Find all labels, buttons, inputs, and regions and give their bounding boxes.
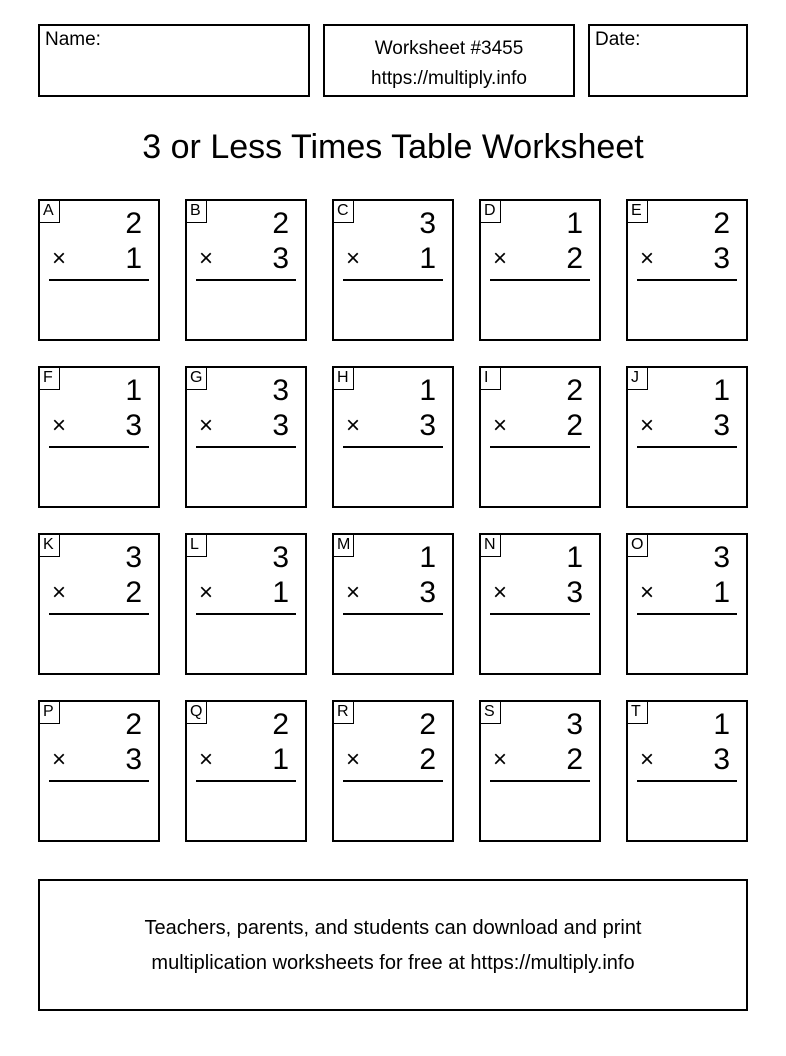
answer-line	[49, 613, 149, 615]
multiply-sign: ×	[493, 412, 508, 439]
page-title: 3 or Less Times Table Worksheet	[142, 128, 644, 166]
problem-bottom-number: 1	[272, 743, 289, 776]
answer-line	[49, 446, 149, 448]
answer-line	[196, 279, 296, 281]
problem-letter: H	[334, 368, 354, 390]
problem-top-number: 2	[125, 708, 142, 741]
problem-bottom-number: 2	[566, 242, 583, 275]
problem-card	[479, 533, 601, 675]
problem-top-number: 2	[566, 374, 583, 407]
problem-top-number: 1	[566, 541, 583, 574]
problem-bottom-number: 1	[125, 242, 142, 275]
footer-line-1: Teachers, parents, and students can download and print	[144, 917, 642, 939]
multiply-sign: ×	[640, 412, 655, 439]
problem-bottom-number: 3	[713, 743, 730, 776]
answer-line	[343, 613, 443, 615]
answer-line	[196, 780, 296, 782]
problem-top-number: 3	[125, 541, 142, 574]
multiply-sign: ×	[52, 746, 67, 773]
worksheet-number: Worksheet #3455	[374, 38, 524, 59]
problem-top-number: 3	[566, 708, 583, 741]
problem-top-number: 2	[713, 207, 730, 240]
problem-top-number: 3	[272, 374, 289, 407]
problem-top-number: 1	[713, 374, 730, 407]
multiply-sign: ×	[346, 412, 361, 439]
problem-card	[626, 700, 748, 842]
problem-top-number: 2	[125, 207, 142, 240]
problem-bottom-number: 2	[566, 743, 583, 776]
multiply-sign: ×	[199, 412, 214, 439]
problem-letter: P	[40, 702, 60, 724]
answer-line	[196, 613, 296, 615]
problem-top-number: 3	[713, 541, 730, 574]
multiply-sign: ×	[346, 245, 361, 272]
problem-bottom-number: 3	[272, 242, 289, 275]
problem-letter: O	[628, 535, 648, 557]
problem-card	[185, 199, 307, 341]
multiply-sign: ×	[640, 746, 655, 773]
problem-card	[38, 199, 160, 341]
multiply-sign: ×	[493, 746, 508, 773]
problem-bottom-number: 2	[125, 576, 142, 609]
problem-top-number: 3	[272, 541, 289, 574]
problem-letter: B	[187, 201, 207, 223]
date-label: Date:	[595, 29, 641, 50]
answer-line	[637, 613, 737, 615]
problem-bottom-number: 1	[419, 242, 436, 275]
problem-card	[332, 199, 454, 341]
problem-bottom-number: 3	[566, 576, 583, 609]
multiply-sign: ×	[346, 746, 361, 773]
problem-card	[185, 533, 307, 675]
problem-top-number: 1	[566, 207, 583, 240]
answer-line	[49, 780, 149, 782]
answer-line	[490, 446, 590, 448]
problem-letter: D	[481, 201, 501, 223]
problem-card	[479, 366, 601, 508]
problem-card	[38, 533, 160, 675]
footer-line-2: multiplication worksheets for free at https://multiply.info	[151, 952, 635, 974]
answer-line	[343, 446, 443, 448]
multiply-sign: ×	[199, 579, 214, 606]
problem-letter: L	[187, 535, 207, 557]
problem-card	[479, 199, 601, 341]
problem-bottom-number: 3	[125, 409, 142, 442]
problem-letter: M	[334, 535, 354, 557]
problem-bottom-number: 3	[419, 409, 436, 442]
problem-card	[332, 700, 454, 842]
problem-top-number: 2	[272, 207, 289, 240]
problem-letter: C	[334, 201, 354, 223]
footer-box	[38, 879, 748, 1011]
problem-bottom-number: 1	[713, 576, 730, 609]
problem-bottom-number: 3	[272, 409, 289, 442]
problem-bottom-number: 1	[272, 576, 289, 609]
problem-letter: A	[40, 201, 60, 223]
multiply-sign: ×	[52, 245, 67, 272]
problem-letter: G	[187, 368, 207, 390]
problem-card	[38, 700, 160, 842]
multiply-sign: ×	[199, 245, 214, 272]
problem-top-number: 1	[419, 374, 436, 407]
multiply-sign: ×	[493, 579, 508, 606]
answer-line	[196, 446, 296, 448]
answer-line	[637, 446, 737, 448]
problem-letter: R	[334, 702, 354, 724]
problem-letter: T	[628, 702, 648, 724]
answer-line	[343, 780, 443, 782]
problem-bottom-number: 3	[125, 743, 142, 776]
worksheet-url: https://multiply.info	[371, 68, 527, 89]
answer-line	[490, 613, 590, 615]
problem-top-number: 1	[125, 374, 142, 407]
problem-letter: S	[481, 702, 501, 724]
multiply-sign: ×	[640, 579, 655, 606]
problem-card	[479, 700, 601, 842]
problem-letter: E	[628, 201, 648, 223]
problem-bottom-number: 3	[419, 576, 436, 609]
answer-line	[637, 279, 737, 281]
multiply-sign: ×	[346, 579, 361, 606]
multiply-sign: ×	[640, 245, 655, 272]
problem-top-number: 2	[272, 708, 289, 741]
problem-bottom-number: 3	[713, 409, 730, 442]
problem-card	[185, 700, 307, 842]
problem-letter: I	[481, 368, 501, 390]
answer-line	[343, 279, 443, 281]
problem-bottom-number: 2	[566, 409, 583, 442]
problem-bottom-number: 3	[713, 242, 730, 275]
problem-top-number: 1	[419, 541, 436, 574]
problem-card	[332, 366, 454, 508]
answer-line	[637, 780, 737, 782]
multiply-sign: ×	[52, 412, 67, 439]
problem-letter: Q	[187, 702, 207, 724]
problem-letter: F	[40, 368, 60, 390]
multiply-sign: ×	[493, 245, 508, 272]
answer-line	[49, 279, 149, 281]
multiply-sign: ×	[199, 746, 214, 773]
answer-line	[490, 780, 590, 782]
answer-line	[490, 279, 590, 281]
problem-card	[185, 366, 307, 508]
problem-card	[626, 199, 748, 341]
problem-top-number: 3	[419, 207, 436, 240]
problem-top-number: 2	[419, 708, 436, 741]
problem-card	[38, 366, 160, 508]
problem-letter: K	[40, 535, 60, 557]
multiply-sign: ×	[52, 579, 67, 606]
problem-card	[626, 533, 748, 675]
problem-top-number: 1	[713, 708, 730, 741]
problem-card	[626, 366, 748, 508]
problem-letter: J	[628, 368, 648, 390]
problem-letter: N	[481, 535, 501, 557]
problem-bottom-number: 2	[419, 743, 436, 776]
name-label: Name:	[45, 29, 101, 50]
problem-card	[332, 533, 454, 675]
